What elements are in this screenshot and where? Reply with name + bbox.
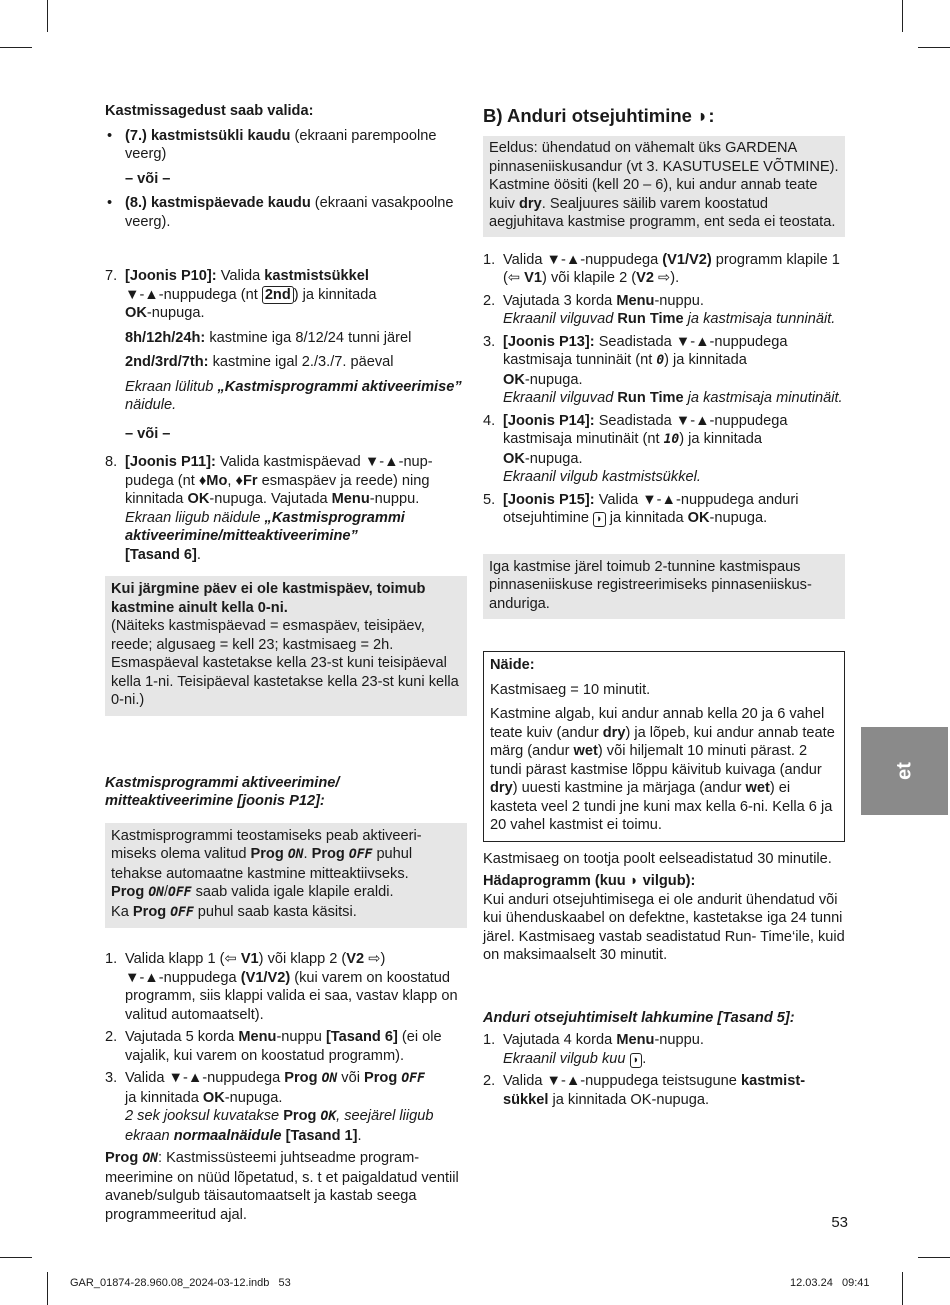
option-hours: 8h/12h/24h: kastmine iga 8/12/24 tunni järel [125, 329, 412, 346]
activation-text: Kastmisprogrammi teostamiseks peab aktiveerimiseks olema valitud Prog ON. Prog OFF puhul tehakse automaatne kastmine mitteaktiivseks. Prog ON/OFF saab valida igale klapile eraldi. Ka Prog OFF puhul saab kasta käsitsi. [111, 827, 422, 920]
option-days: 2nd/3rd/7th: kastmine igal 2./3./7. päeval [125, 354, 394, 370]
note-text: (Näiteks kastmispäevad = esmaspäev, teisipäev, reede; algusaeg = kell 23; kastmisaeg = 2h. Esmaspäeval kastetakse kella 23-st kuni teisipäeval kella 1-ni. Teisipäeval kastetakse kella 23-st kuni kella 0-ni.) [111, 618, 459, 708]
sensor-step-1: 1. Valida ▼-▲-nuppudega (V1/V2) programm klapile 1 (⇦ V1) või klapile 2 (V2 ⇨). [483, 251, 840, 286]
act-step-3: 3. Valida ▼-▲-nuppudega Prog ON või Prog OFF ja kinnitada OK-nupuga. 2 sek jooksul kuvatakse Prog OK, seejärel liigub ekraan normaalnäidule [Tasand 1]. [105, 1070, 434, 1144]
final-paragraph: Prog ON: Kastmissüsteemi juhtseadme programmeerimine on nüüd lõpetatud, s. t et paigaldatud ventiil avaneb/sulgub täisautomaatselt ja kastab seega programmeeritud ajal. [105, 1150, 459, 1223]
sensor-step-2: 2. Vajutada 3 korda Menu-nuppu. Ekraanil vilguvad Run Time ja kastmisaja tunninäit. [483, 292, 836, 327]
crop-mark [47, 1272, 48, 1305]
pause-note-text: Iga kastmise järel toimub 2-tunnine kastmispaus pinnaseniiskuse registreerimiseks pinnaseniiskusanduriga. [489, 558, 812, 612]
crop-mark [918, 1257, 950, 1258]
example-line: Kastmisaeg = 10 minutit. [490, 681, 651, 698]
example-box [483, 651, 845, 842]
bullet-days: • (8.) kastmispäevade kaudu (ekraani vasakpoolne veerg). [107, 195, 454, 230]
exit-heading: Anduri otsejuhtimiselt lahkumine [Tasand 5]: [483, 1009, 795, 1026]
drop-icon: ♦ [235, 472, 243, 489]
moon-icon: ◗ [629, 873, 639, 889]
right-column [483, 104, 845, 1109]
section-heading: B) Anduri otsejuhtimine ◗: [483, 105, 715, 126]
example-text: Kastmine algab, kui andur annab kella 20 ja 6 vahel teate kuiv (andur dry) ja lõpeb, kui andur annab teate märg (andur wet) või hiljemalt 10 minuti pärast. 2 tundi pärast kastmise lõppu käivitub kuivaga (andur dry) uuesti kastmine ja märjaga (andur wet) ei kasteta veel 2 tundi jne kuni max kella 6-ni. Kella 6 ja 20 vahel kastmist ei toimu. [490, 706, 835, 833]
preset-text: Kastmisaeg on tootja poolt eelseadistatud 30 minutile. [483, 850, 832, 867]
moon-button-icon: ◗ [630, 1053, 643, 1068]
precondition-box [483, 136, 845, 237]
intro-heading: Kastmissagedust saab valida: [105, 103, 314, 119]
crop-mark [902, 0, 903, 32]
moon-button-icon: ◗ [593, 512, 606, 527]
act-step-1: 1. Valida klapp 1 (⇦ V1) või klapp 2 (V2 ⇨) ▼-▲-nuppudega (V1/V2) (kui varem on koostatud programm, siis klappi valida ei saa, vastav klapp on valitud automaatselt). [105, 951, 458, 1023]
act-step-2: 2. Vajutada 5 korda Menu-nuppu [Tasand 6] (ei ole vajalik, kui varem on koostatud programm). [105, 1029, 442, 1064]
drop-icon: ♦ [198, 472, 207, 489]
sensor-step-3: 3. [Joonis P13]: Seadistada ▼-▲-nuppudega kastmisaja tunninäit (nt 0) ja kinnitada OK-nupuga. Ekraanil vilguvad Run Time ja kastmisaja minutinäit. [483, 333, 843, 406]
crop-mark [918, 47, 950, 48]
step-7-note: Ekraan lülitub „Kastmisprogrammi aktiveerimise” näidule. [125, 378, 462, 413]
or-separator: – või – [125, 170, 171, 187]
or-separator: – või – [125, 425, 171, 442]
crop-mark [47, 0, 48, 32]
exit-step-1: 1. Vajutada 4 korda Menu-nuppu. Ekraanil vilgub kuu ◗ . [483, 1032, 704, 1067]
precondition-text: Eeldus: ühendatud on vähemalt üks GARDENA pinnaseniiskusandur (vt 3. KASUTUSELE VÕTMINE). Kastmine öösiti (kell 20 – 6), kui andur annab teate kuiv dry. Sealjuures säilib varem koostatud aegjuhitava kastmise programm, ent seda ei teostata. [489, 140, 839, 230]
step-8: 8. [Joonis P11]: Valida kastmispäevad ▼-▲-nuppudega (nt ♦Mo, ♦Fr esmaspäev ja reede) ning kinnitada OK-nupuga. Vajutada Menu-nuppu. Ekraan liigub näidule „Kastmisprogrammi aktiveerimine/mitteaktiveerimine” [Tasand 6]. [105, 454, 433, 563]
language-tab [861, 727, 948, 815]
language-tab-label: et [893, 762, 916, 780]
step-7: 7. [Joonis P10]: Valida kastmistsükkel ▼-▲-nuppudega (nt 2nd ) ja kinnitada OK-nupuga. [105, 268, 377, 321]
activation-heading: Kastmisprogrammi aktiveerimine/ mitteaktiveerimine [joonis P12]: [105, 774, 340, 809]
footer-file: GAR_01874-28.960.08_2024-03-12.indb 53 [70, 1277, 291, 1289]
crop-mark [902, 1272, 903, 1305]
footer-date: 12.03.24 09:41 [790, 1277, 870, 1289]
page-number: 53 [831, 1214, 848, 1231]
note-title: Kui järgmine päev ei ole kastmispäev, toimub kastmine ainult kella 0-ni. [111, 581, 426, 616]
left-column [105, 102, 467, 1224]
emergency-heading: Hädaprogramm (kuu ◗ vilgub): [483, 873, 696, 889]
bullet-cycle: • (7.) kastmistsükli kaudu (ekraani parempoolne veerg) [107, 127, 437, 162]
note-box [105, 576, 467, 716]
example-title: Näide: [490, 657, 535, 673]
crop-mark [0, 47, 32, 48]
crop-mark [0, 1257, 32, 1258]
activation-box [105, 823, 467, 929]
emergency-text: Kui anduri otsejuhtimisega ei ole andurit ühendatud või kui ühenduskaabel on defektne, kastetakse iga 24 tunni järel. Kastmisaeg vastab seadistatud Run- Time‘ile, kuid on maksimaalselt 30 minutit. [483, 891, 845, 963]
sensor-step-5: 5. [Joonis P15]: Valida ▼-▲-nuppudega anduri otsejuhtimine ◗ ja kinnitada OK-nupuga. [483, 491, 799, 526]
moon-icon: ◗ [697, 105, 709, 126]
exit-step-2: 2. Valida ▼-▲-nuppudega teistsugune kastmistsükkel ja kinnitada OK-nupuga. [483, 1073, 806, 1108]
sensor-step-4: 4. [Joonis P14]: Seadistada ▼-▲-nuppudega kastmisaja minutinäit (nt 10) ja kinnitada OK-nupuga. Ekraanil vilgub kastmistsükkel. [483, 412, 788, 485]
pause-note-box [483, 554, 845, 620]
